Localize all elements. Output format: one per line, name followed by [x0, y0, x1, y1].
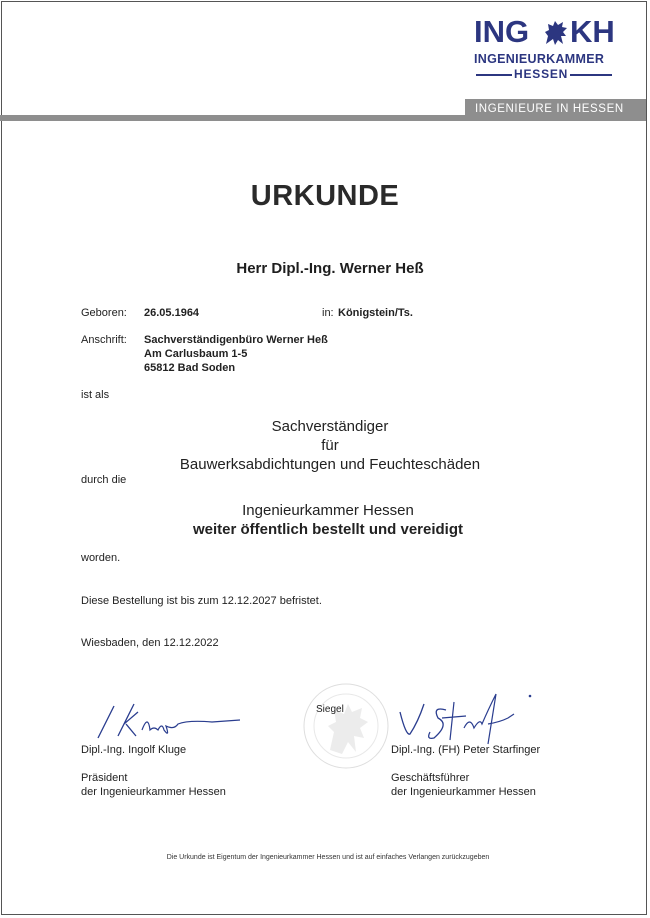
ist-als-text: ist als — [81, 389, 110, 401]
role-line-3: Bauwerksabdichtungen und Feuchteschäden — [179, 456, 481, 473]
born-date: 26.05.1964 — [144, 307, 200, 319]
signature-starfinger — [396, 688, 536, 748]
left-signer-name: Dipl.-Ing. Ingolf Kluge — [81, 744, 187, 756]
address-line-2: Am Carlusbaum 1-5 — [144, 348, 248, 360]
worden-text: worden. — [81, 552, 121, 564]
born-place-label: in: — [322, 307, 334, 319]
right-signer-role-2: der Ingenieurkammer Hessen — [391, 786, 536, 798]
logo-line-hessen: HESSEN — [514, 67, 569, 81]
document-title: URKUNDE — [250, 180, 400, 212]
address-line-3: 65812 Bad Soden — [144, 362, 236, 374]
right-signer-name: Dipl.-Ing. (FH) Peter Starfinger — [391, 744, 541, 756]
signature-kluge — [92, 700, 252, 745]
place-date-text: Wiesbaden, den 12.12.2022 — [81, 637, 219, 649]
logo-kh-text: KH — [570, 14, 615, 49]
header-tagline: INGENIEURE IN HESSEN — [475, 103, 624, 115]
durch-die-text: durch die — [81, 474, 127, 486]
validity-text: Diese Bestellung ist bis zum 12.12.2027 befristet. — [81, 595, 322, 607]
seal-emblem — [300, 680, 392, 772]
left-signer-role-1: Präsident — [81, 772, 128, 784]
authority-line-2: weiter öffentlich bestellt und vereidigt — [192, 521, 464, 538]
logo-rule-left — [476, 74, 512, 76]
born-label: Geboren: — [81, 307, 127, 319]
logo-rule-right — [570, 74, 612, 76]
role-line-1: Sachverständiger — [271, 418, 389, 435]
left-signer-role-2: der Ingenieurkammer Hessen — [81, 786, 226, 798]
lion-icon — [542, 18, 570, 48]
logo-ing-text: ING — [474, 14, 530, 49]
recipient-name: Herr Dipl.-Ing. Werner Heß — [236, 260, 424, 277]
footer-note: Die Urkunde ist Eigentum der Ingenieurkammer Hessen und ist auf einfaches Verlangen zurückzugeben — [166, 854, 490, 861]
address-line-1: Sachverständigenbüro Werner Heß — [144, 334, 328, 346]
seal-label: Siegel — [316, 704, 344, 715]
logo-line-ingenieurkammer: INGENIEURKAMMER — [474, 52, 605, 66]
born-place: Königstein/Ts. — [338, 307, 413, 319]
address-label: Anschrift: — [81, 334, 127, 346]
authority-line-1: Ingenieurkammer Hessen — [242, 502, 414, 519]
header-tagline-tab — [465, 99, 646, 121]
right-signer-role-1: Geschäftsführer — [391, 772, 470, 784]
ingkh-logo — [470, 14, 620, 84]
role-line-2: für — [321, 437, 339, 454]
